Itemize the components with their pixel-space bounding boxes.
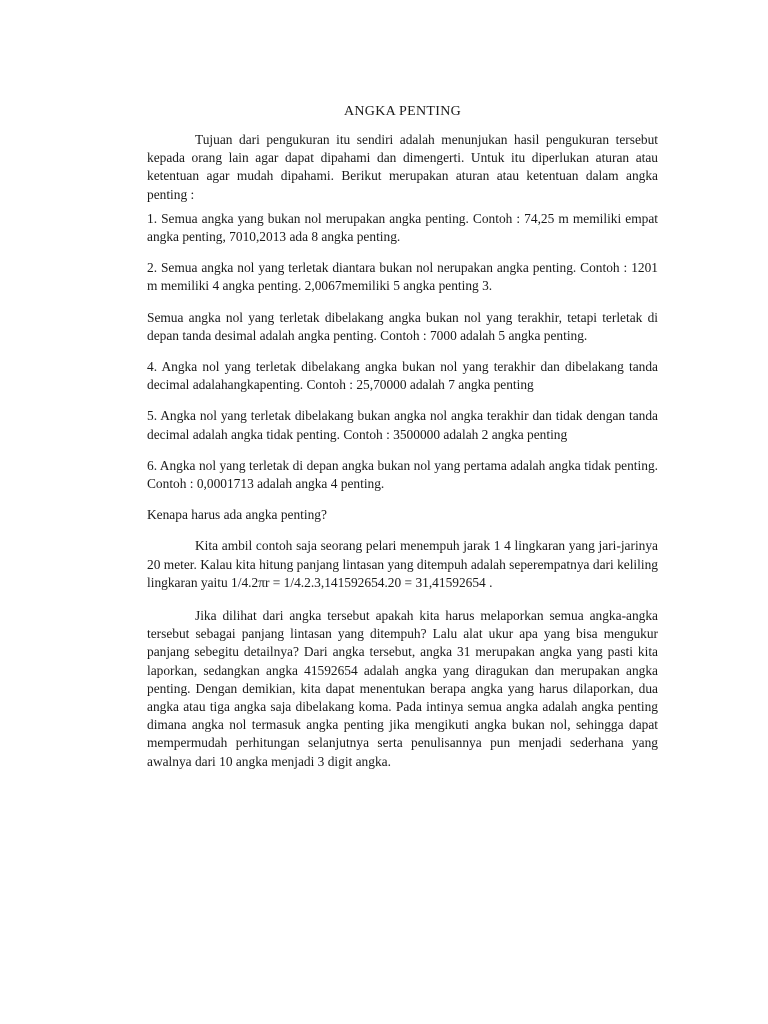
question-paragraph: Kenapa harus ada angka penting? xyxy=(147,507,327,523)
document-body xyxy=(147,103,658,771)
rule-6-paragraph: 6. Angka nol yang terletak di depan angka bukan nol yang pertama adalah angka tidak penting. Contoh : 0,0001713 adalah angka 4 penting. xyxy=(147,457,658,492)
example-paragraph: Kita ambil contoh saja seorang pelari menempuh jarak 1 4 lingkaran yang jari-jarinya 20 meter. Kalau kita hitung panjang lintasan yang ditempuh adalah seperempatnya dari keliling lingkaran yaitu 1/4.2πr = 1/4.2.3,141592654.20 = 31,41592654 . xyxy=(147,538,658,590)
rule-2-paragraph: 2. Semua angka nol yang terletak diantara bukan nol nerupakan angka penting. Contoh : 1201 m memiliki 4 angka penting. 2,0067memiliki 5 angka penting 3. xyxy=(147,260,658,294)
page-title: ANGKA PENTING xyxy=(343,104,462,119)
rule-5-paragraph: 5. Angka nol yang terletak dibelakang bukan angka nol angka terakhir dan tidak dengan tanda decimal adalah angka tidak penting. Contoh : 3500000 adalah 2 angka penting xyxy=(147,408,658,442)
conclusion-paragraph: Jika dilihat dari angka tersebut apakah kita harus melaporkan semua angka-angka tersebut sebagai panjang lintasan yang ditempuh? Lalu alat ukur apa yang bisa mengukur panjang sebegitu detailnya? Dari angka tersebut, angka 31 merupakan angka yang pasti kita laporkan, sedangkan angka 41592654 adalah angka yang diragukan dan merupakan angka penting. Dengan demikian, kita dapat menentukan berapa angka yang harus dilaporkan, dua angka atau tiga angka saja dibelakang koma. Pada intinya semua angka adalah angka penting dimana angka nol termasuk angka penting jika mengikuti angka bukan nol, sehingga dapat mempermudah perhitungan selanjutnya serta penulisannya pun menjadi sederhana yang awalnya dari 10 angka menjadi 3 digit angka. xyxy=(147,608,658,769)
rule-1-paragraph: 1. Semua angka yang bukan nol merupakan angka penting. Contoh : 74,25 m memiliki empat angka penting, 7010,2013 ada 8 angka penting. xyxy=(147,210,658,245)
rule-4-paragraph: 4. Angka nol yang terletak dibelakang angka bukan nol yang terakhir dan dibelakang tanda decimal adalahangkapenting. Contoh : 25,70000 adalah 7 angka penting xyxy=(147,359,658,393)
rule-3-paragraph: Semua angka nol yang terletak dibelakang angka bukan nol yang terakhir, tetapi terletak di depan tanda desimal adalah angka penting. Contoh : 7000 adalah 5 angka penting. xyxy=(147,309,658,343)
intro-paragraph: Tujuan dari pengukuran itu sendiri adalah menunjukan hasil pengukuran tersebut kepada orang lain agar dapat dipahami dan dimengerti. Untuk itu diperlukan aturan atau ketentuan agar mudah dipahami. Berikut merupakan aturan atau ketentuan dalam angka penting : xyxy=(147,132,658,202)
